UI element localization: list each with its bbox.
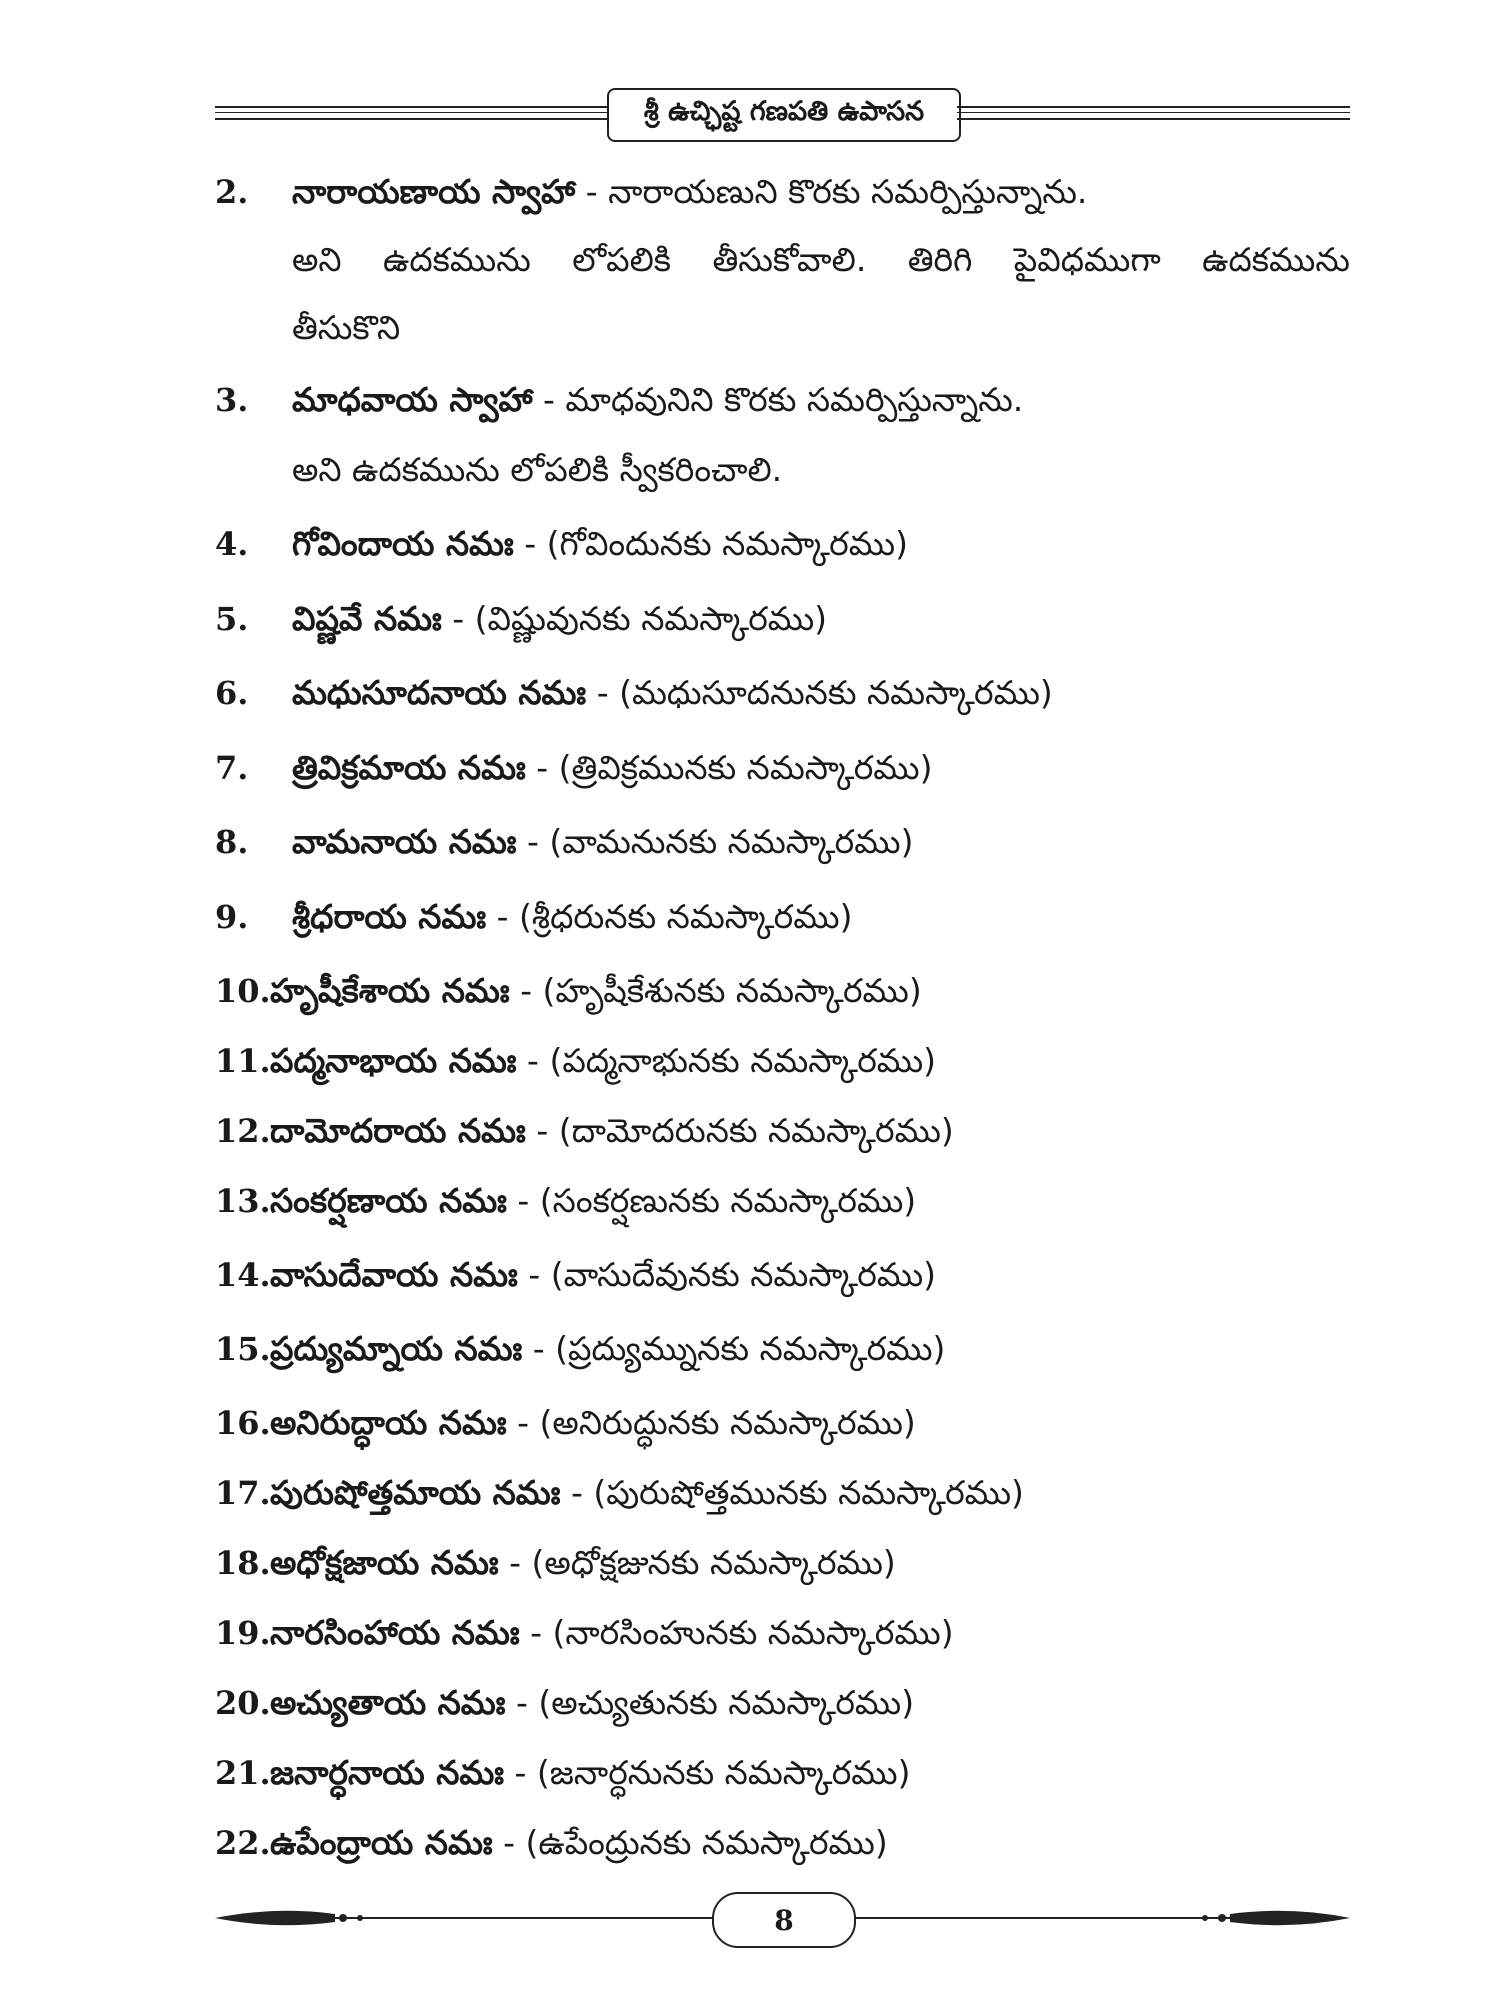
item-text [292, 748, 932, 788]
mantra-text: వాసుదేవాయ నమః [270, 1255, 518, 1294]
item-number: 16. [215, 1404, 271, 1442]
meaning-text: - (నారసింహునకు నమస్కారము) [519, 1613, 954, 1652]
item-number: 22. [215, 1824, 271, 1862]
item-text [270, 1181, 916, 1221]
mantra-text: పద్మనాభాయ నమః [270, 1041, 517, 1080]
mantra-text: నారసింహాయ నమః [270, 1613, 520, 1652]
mantra-text: ఉపేంద్రాయ నమః [270, 1823, 493, 1862]
mantra-text: హృషీకేశాయ నమః [270, 971, 510, 1010]
meaning-text: - నారాయణుని కొరకు సమర్పిస్తున్నాను. [575, 172, 1088, 211]
mantra-text: అచ్యుతాయ నమః [270, 1683, 506, 1722]
item-text [270, 1613, 954, 1653]
meaning-text: - (మధుసూదనునకు నమస్కారము) [586, 673, 1053, 712]
item-text [292, 897, 852, 937]
continuation-line [292, 240, 1350, 280]
mantra-text: పురుషోత్తమాయ నమః [270, 1473, 561, 1512]
mantra-text: సంకర్షణాయ నమః [270, 1181, 507, 1220]
item-text [270, 1111, 954, 1151]
item-text [270, 1255, 936, 1295]
item-number: 21. [215, 1754, 271, 1792]
running-header [215, 88, 1350, 144]
item-number: 13. [215, 1182, 271, 1220]
word: తీసుకోవాలి. [712, 240, 867, 279]
word: ఉదకమును [383, 240, 531, 279]
header-rule [957, 106, 1350, 108]
item-number: 12. [215, 1112, 271, 1150]
item-number: 6. [215, 674, 249, 712]
continuation-line: అని ఉదకమును లోపలికి స్వీకరించాలి. [292, 450, 783, 489]
item-text [292, 822, 913, 862]
item-text [292, 172, 1087, 212]
mantra-text: నారాయణాయ స్వాహా [292, 172, 576, 211]
item-text [292, 524, 908, 564]
mantra-text: గోవిందాయ నమః [292, 524, 514, 563]
page-number: 8 [712, 1892, 856, 1948]
mantra-text: జనార్ధనాయ నమః [270, 1753, 505, 1792]
item-number: 14. [215, 1256, 271, 1294]
mantra-text: మధుసూదనాయ నమః [292, 673, 587, 712]
meaning-text: - (పద్మనాభునకు నమస్కారము) [516, 1041, 936, 1080]
item-text [270, 1403, 916, 1443]
header-rule [957, 112, 1350, 113]
item-number: 3. [215, 381, 249, 419]
meaning-text: - (సంకర్షణునకు నమస్కారము) [506, 1181, 917, 1220]
meaning-text: - (దామోదరునకు నమస్కారము) [525, 1111, 954, 1150]
mantra-text: అధోక్షజాయ నమః [270, 1543, 499, 1582]
meaning-text: - (శ్రీధరునకు నమస్కారము) [486, 897, 853, 936]
mantra-text: మాధవాయ స్వాహా [292, 380, 533, 419]
item-text [270, 971, 922, 1011]
word: లోపలికి [572, 240, 672, 279]
mantra-text: అనిరుద్ధాయ నమః [270, 1403, 507, 1442]
header-title: శ్రీ ఉచ్ఛిష్ట గణపతి ఉపాసన [607, 88, 961, 142]
word: అని [292, 240, 342, 279]
item-text [292, 380, 1023, 420]
item-text [292, 599, 827, 639]
item-text [270, 1041, 936, 1081]
item-number: 17. [215, 1474, 271, 1512]
word: తిరిగి [907, 240, 973, 279]
item-number: 15. [215, 1330, 271, 1368]
meaning-text: - (వాసుదేవునకు నమస్కారము) [517, 1255, 937, 1294]
item-number: 11. [215, 1042, 271, 1080]
mantra-text: దామోదరాయ నమః [270, 1111, 526, 1150]
item-number: 20. [215, 1684, 271, 1722]
header-rule [215, 106, 607, 108]
mantra-text: విష్ణవే నమః [292, 599, 442, 638]
item-number: 19. [215, 1614, 271, 1652]
item-text [270, 1473, 1024, 1513]
meaning-text: - (హృషీకేశునకు నమస్కారము) [509, 971, 922, 1010]
item-text [270, 1823, 888, 1863]
item-text [270, 1753, 910, 1793]
item-text [270, 1329, 945, 1369]
item-text [292, 673, 1053, 713]
item-text [270, 1543, 896, 1583]
meaning-text: - (ప్రద్యుమ్నునకు నమస్కారము) [522, 1329, 946, 1368]
meaning-text: - (ఉపేంద్రునకు నమస్కారము) [492, 1823, 888, 1862]
meaning-text: - (అనిరుద్ధునకు నమస్కారము) [506, 1403, 916, 1442]
item-number: 8. [215, 823, 249, 861]
mantra-text: శ్రీధరాయ నమః [292, 897, 487, 936]
meaning-text: - (వామనునకు నమస్కారము) [516, 822, 914, 861]
item-number: 5. [215, 600, 249, 638]
header-rule [957, 118, 1350, 120]
meaning-text: - (అచ్యుతునకు నమస్కారము) [505, 1683, 915, 1722]
meaning-text: - (విష్ణువునకు నమస్కారము) [441, 599, 827, 638]
item-number: 10. [215, 972, 271, 1010]
page-footer [215, 1892, 1350, 1948]
item-number: 7. [215, 749, 249, 787]
continuation-line: తీసుకొని [292, 308, 401, 347]
item-text [270, 1683, 914, 1723]
meaning-text: - (గోవిందునకు నమస్కారము) [513, 524, 908, 563]
meaning-text: - (అధోక్షజునకు నమస్కారము) [498, 1543, 896, 1582]
word: ఉదకమును [1202, 240, 1350, 279]
header-rule [215, 112, 607, 113]
item-number: 4. [215, 525, 249, 563]
header-rule [215, 118, 607, 120]
item-number: 9. [215, 898, 249, 936]
mantra-text: ప్రద్యుమ్నాయ నమః [270, 1329, 523, 1368]
meaning-text: - మాధవునిని కొరకు సమర్పిస్తున్నాను. [532, 380, 1024, 419]
item-number: 18. [215, 1544, 271, 1582]
item-number: 2. [215, 173, 249, 211]
mantra-text: త్రివిక్రమాయ నమః [292, 748, 526, 787]
meaning-text: - (పురుషోత్తమునకు నమస్కారము) [560, 1473, 1024, 1512]
meaning-text: - (జనార్ధనునకు నమస్కారము) [504, 1753, 911, 1792]
word: పైవిధముగా [1013, 240, 1161, 279]
mantra-text: వామనాయ నమః [292, 822, 517, 861]
meaning-text: - (త్రివిక్రమునకు నమస్కారము) [525, 748, 933, 787]
